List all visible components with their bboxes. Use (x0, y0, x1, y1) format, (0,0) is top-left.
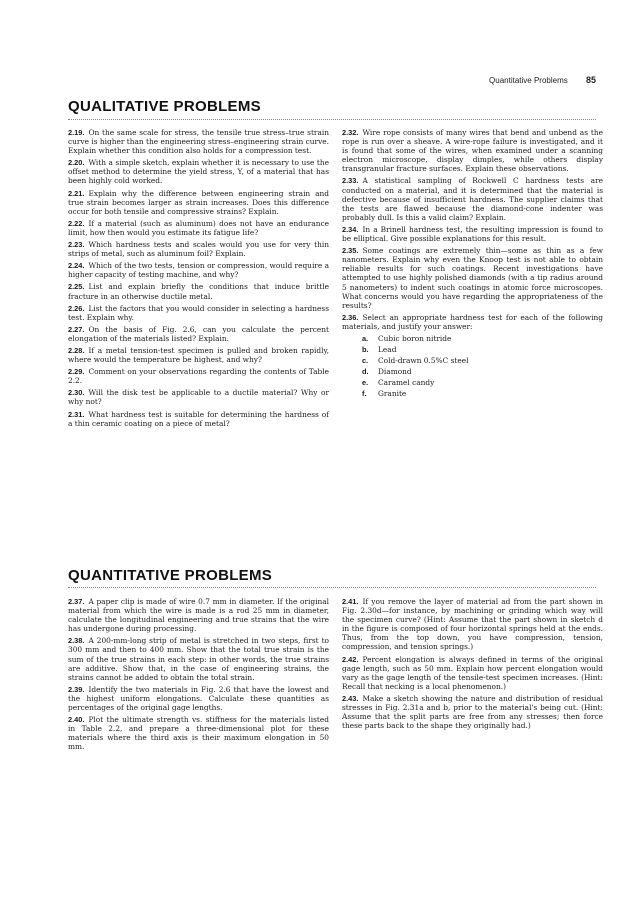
problem-item (342, 655, 603, 691)
problem-number: 2.24. (68, 261, 85, 271)
problem-item (68, 219, 329, 237)
problem-item (342, 313, 603, 331)
quantitative-heading: QUANTITATIVE PROBLEMS (68, 567, 273, 584)
problem-text: Will the disk test be applicable to a ductile material? Why or why not? (68, 388, 329, 407)
running-title: Quantitative Problems (489, 76, 568, 85)
problem-number: 2.28. (68, 345, 85, 355)
quantitative-rule (68, 587, 596, 588)
sub-item-text: Caramel candy (378, 378, 435, 388)
problem-item (68, 715, 329, 751)
problem-item (68, 261, 329, 279)
problem-text: List the factors that you would consider in selecting a hardness test. Explain why. (68, 303, 329, 322)
problem-text: A statistical sampling of Rockwell C hardness tests are conducted on a material, and it is determined that the material is defective because of insufficient hardness. The supplier claims that the tests are flawed because the diamond-cone indenter was probably dull. Is this a valid claim? Explain. (342, 176, 603, 222)
sub-item (362, 367, 603, 376)
problem-number: 2.22. (68, 218, 85, 228)
qualitative-heading: QUALITATIVE PROBLEMS (68, 98, 261, 115)
problem-number: 2.27. (68, 324, 85, 334)
problem-text: Some coatings are extremely thin—some as thin as a few nanometers. Explain why even the Knoop test is not able to obtain reliable results for such coatings. Recent investigations have attempted to use highly polished diamonds (with a tip radius around 5 nanometers) to indent such coatings in atomic force microscopes. What concerns would you have regarding the appropriateness of the results? (342, 246, 603, 310)
page-number: 85 (585, 75, 596, 85)
problem-item (68, 304, 329, 322)
problem-item (68, 189, 329, 216)
problem-number: 2.23. (68, 240, 85, 250)
problem-item (342, 246, 603, 310)
problem-text: Select an appropriate hardness test for each of the following materials, and justify your answer: (342, 312, 603, 331)
problem-text: If you remove the layer of material ad from the part shown in Fig. 2.30d—for instance, by machining or grinding which way will the specimen curve? (Hint: Assume that the part shown in sketch d in the figure is composed of four horizontal springs held at the ends. Thus, from the top down, you have compression, tension, compression, and tension springs.) (342, 597, 603, 652)
problem-number: 2.42. (342, 654, 359, 664)
sub-item-text: Diamond (378, 367, 412, 377)
sub-item-text: Cold-drawn 0.5%C steel (378, 356, 469, 366)
problem-text: Explain why the difference between engineering strain and true strain becomes larger as strain increases. Does this difference occur for both tensile and compressive strains? Explain. (68, 188, 329, 216)
problem-item (342, 597, 603, 652)
problem-text: Identify the two materials in Fig. 2.6 that have the lowest and the highest uniform elongations. Calculate these quantities as percentages of the original gage lengths. (68, 684, 329, 713)
problem-text: If a material (such as aluminum) does not have an endurance limit, how then would you estimate its fatigue life? (68, 218, 329, 237)
problem-number: 2.38. (68, 636, 85, 646)
problem-item (68, 388, 329, 406)
problem-text: Comment on your observations regarding the contents of Table 2.2. (68, 367, 329, 386)
problem-item (342, 225, 603, 243)
problem-text: List and explain briefly the conditions that induce brittle fracture in an otherwise ductile metal. (68, 282, 329, 301)
problem-text: What hardness test is suitable for determining the hardness of a thin ceramic coating on a piece of metal? (68, 409, 329, 428)
running-head (489, 75, 596, 85)
problem-number: 2.43. (342, 693, 359, 703)
problem-text: Which of the two tests, tension or compression, would require a higher capacity of testing machine, and why? (68, 261, 329, 280)
problem-number: 2.40. (68, 715, 85, 725)
problem-text: Percent elongation is always defined in terms of the original gage length, such as 50 mm. Explain how percent elongation would vary as the gage length of the tensile-test specimen increases. (Hint: Recall that necking is a local phenomenon.) (342, 654, 603, 691)
qualitative-rule (68, 119, 596, 120)
problem-number: 2.35. (342, 246, 359, 256)
problem-item (68, 410, 329, 428)
problem-number: 2.36. (342, 312, 359, 322)
problem-text: A 200-mm-long strip of metal is stretched in two steps, first to 300 mm and then to 400 mm. Show that the total true strain is the sum of the true strains in each step: in other words, the true strains are additive. Show that, in the case of engineering strains, the strains cannot be added to obtain the total strain. (68, 636, 329, 682)
problem-text: On the basis of Fig. 2.6, can you calculate the percent elongation of the materials listed? Explain. (68, 324, 329, 343)
sub-item-text: Granite (378, 389, 407, 399)
problem-number: 2.39. (68, 684, 85, 694)
sub-item (362, 378, 603, 387)
quantitative-left-column (68, 597, 329, 755)
problem-number: 2.19. (68, 128, 85, 137)
sub-item (362, 389, 603, 398)
sub-item (362, 356, 603, 365)
problem-number: 2.20. (68, 158, 85, 168)
problem-item (68, 367, 329, 385)
problem-text: Make a sketch showing the nature and distribution of residual stresses in Fig. 2.31a and b, prior to the material's being cut. (Hint: Assume that the split parts are free from any stresses; then force these parts back to the shape they originally had.) (342, 693, 603, 731)
problem-item (342, 694, 603, 730)
problem-item (68, 325, 329, 343)
problem-text: In a Brinell hardness test, the resulting impression is found to be elliptical. Give possible explanations for this result. (342, 224, 603, 244)
problem-item (68, 346, 329, 364)
problem-number: 2.30. (68, 388, 85, 398)
problem-item (342, 176, 603, 221)
problem-number: 2.29. (68, 367, 85, 377)
problem-text: Wire rope consists of many wires that bend and unbend as the rope is run over a sheave. A wire-rope failure is investigated, and it is found that some of the wires, when examined under a scanning electron microscope, display dimples, while others display transgranular fracture surfaces. Explain these observations. (342, 128, 603, 174)
problem-item (68, 282, 329, 300)
problem-item (342, 128, 603, 173)
problem-text: Plot the ultimate strength vs. stiffness for the materials listed in Table 2.2, and prepare a three-dimensional plot for these materials where the third axis is their maximum elongation in 50 mm. (68, 715, 329, 752)
problem-item (68, 685, 329, 712)
problem-item (68, 597, 329, 633)
problem-number: 2.37. (68, 597, 85, 606)
sub-item (362, 334, 603, 343)
sub-item-list (342, 334, 603, 399)
problem-number: 2.33. (342, 176, 359, 186)
sub-item (362, 345, 603, 354)
sub-item-letter: b. (362, 345, 369, 355)
sub-item-text: Lead (378, 345, 397, 355)
problem-text: Which hardness tests and scales would you use for very thin strips of metal, such as aluminum foil? Explain. (68, 240, 329, 259)
problem-number: 2.41. (342, 597, 359, 606)
problem-item (68, 128, 329, 155)
sub-item-text: Cubic boron nitride (378, 333, 452, 343)
quantitative-right-column (342, 597, 603, 733)
problem-text: With a simple sketch, explain whether it is necessary to use the offset method to determine the yield stress, Y, of a material that has been highly cold worked. (68, 158, 329, 186)
problem-number: 2.21. (68, 188, 85, 198)
sub-item-letter: e. (362, 378, 369, 388)
qualitative-right-column (342, 128, 603, 401)
problem-text: If a metal tension-test specimen is pulled and broken rapidly, where would the temperature be highest, and why? (68, 345, 329, 365)
qualitative-left-column (68, 128, 329, 431)
problem-item (68, 240, 329, 258)
problem-number: 2.25. (68, 282, 85, 292)
sub-item-letter: d. (362, 367, 369, 377)
sub-item-letter: a. (362, 333, 369, 343)
problem-item (68, 158, 329, 185)
problem-text: A paper clip is made of wire 0.7 mm in diameter. If the original material from which the wire is made is a rod 25 mm in diameter, calculate the longitudinal engineering and true strains that the wire has undergone during processing. (68, 597, 329, 634)
sub-item-letter: f. (362, 389, 367, 399)
sub-item-letter: c. (362, 356, 369, 366)
problem-number: 2.32. (342, 128, 359, 137)
problem-item (68, 636, 329, 681)
problem-number: 2.31. (68, 409, 85, 419)
problem-number: 2.34. (342, 224, 359, 234)
problem-text: On the same scale for stress, the tensile true stress–true strain curve is higher than the engineering stress–engineering strain curve. Explain whether this condition also holds for a compression test. (68, 128, 329, 156)
problem-number: 2.26. (68, 303, 85, 313)
